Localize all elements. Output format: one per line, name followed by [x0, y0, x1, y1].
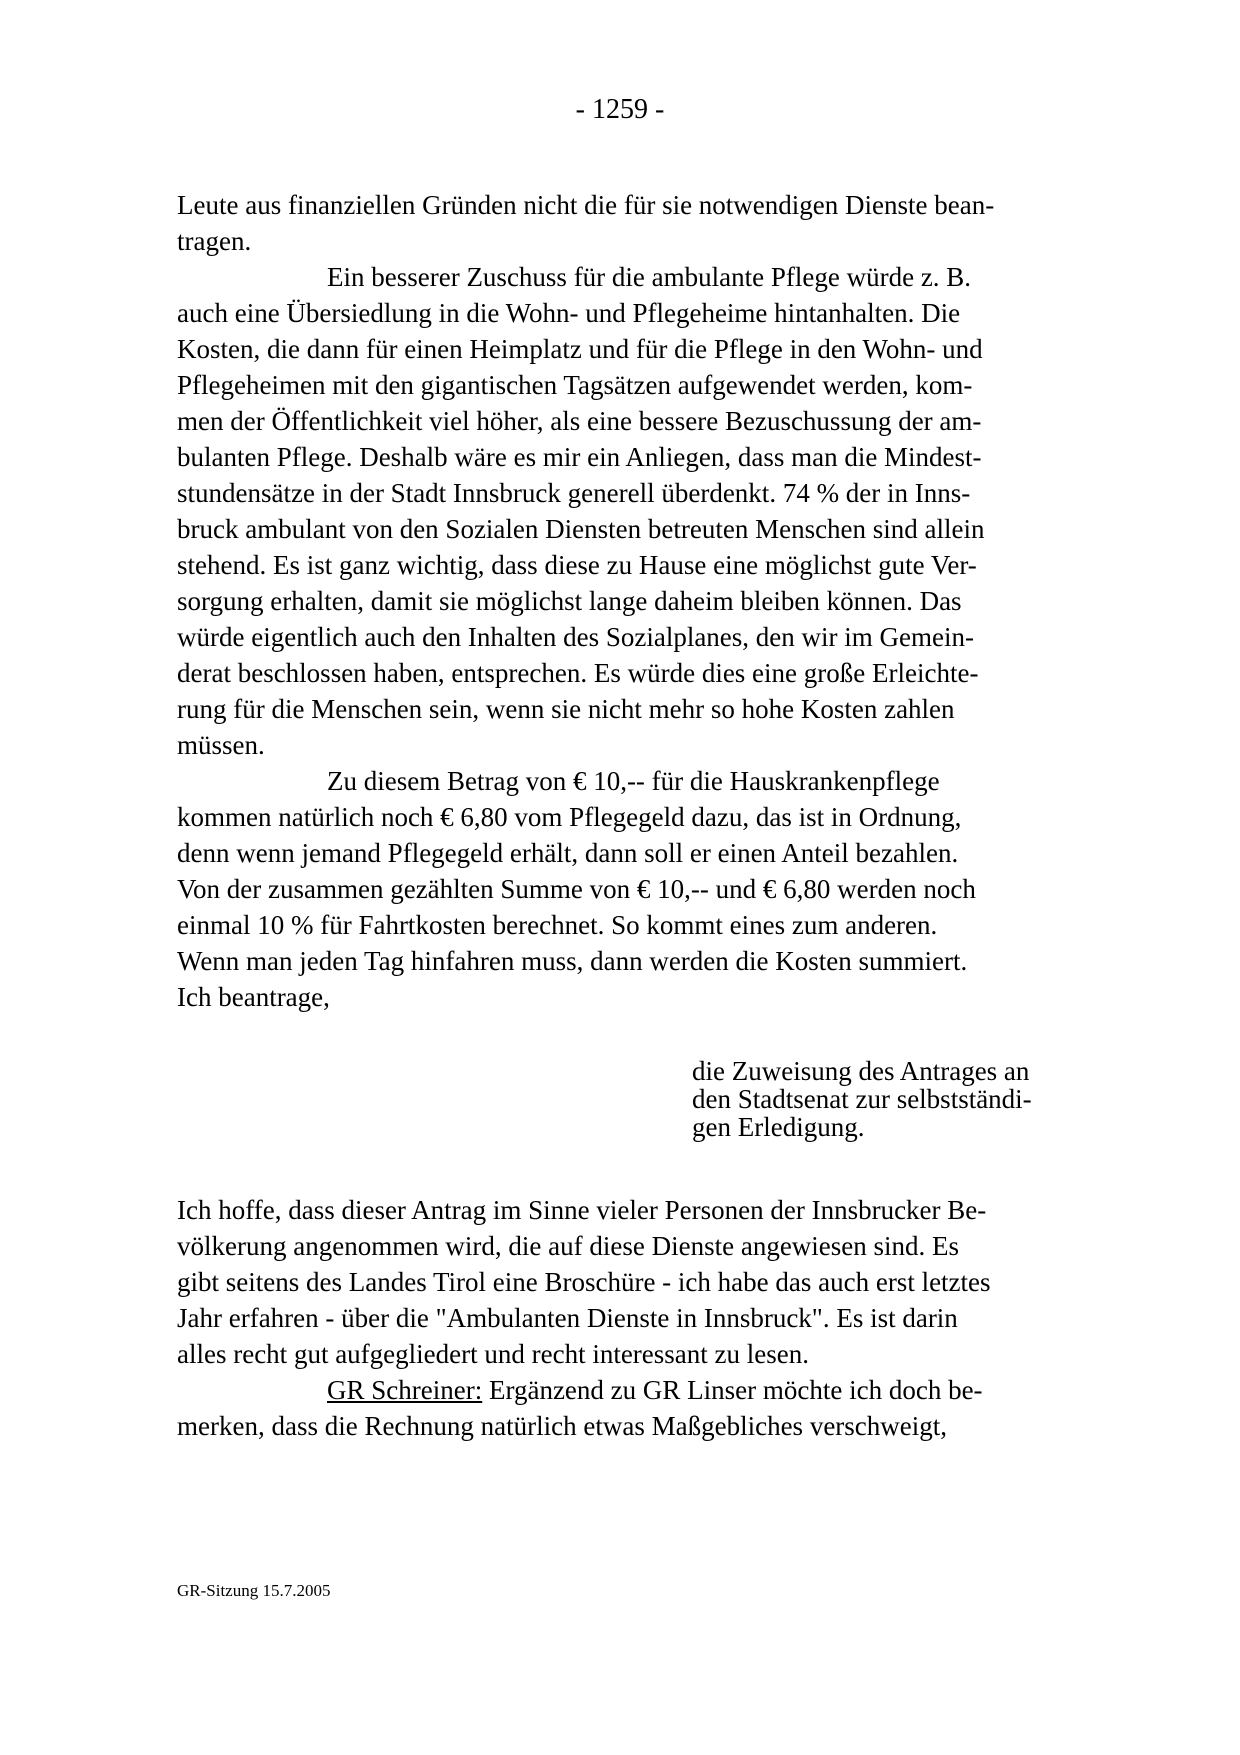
text-line: denn wenn jemand Pflegegeld erhält, dann soll er einen Anteil bezahlen. — [177, 838, 959, 868]
text-line: Ich hoffe, dass dieser Antrag im Sinne vieler Personen der Innsbrucker Be- — [177, 1195, 987, 1225]
motion-line: den Stadtsenat zur selbstständi- — [692, 1084, 1032, 1114]
text-line: tragen. — [177, 226, 252, 256]
text-line: gibt seitens des Landes Tirol eine Broschüre - ich habe das auch erst letztes — [177, 1267, 991, 1297]
text-line: stehend. Es ist ganz wichtig, dass diese zu Hause eine möglichst gute Ver- — [177, 550, 977, 580]
motion-line: gen Erledigung. — [692, 1112, 865, 1142]
text-line: Ein besserer Zuschuss für die ambulante Pflege würde z. B. — [327, 262, 972, 292]
motion-line: die Zuweisung des Antrages an — [692, 1056, 1030, 1086]
text-line: müssen. — [177, 730, 265, 760]
text-line: stundensätze in der Stadt Innsbruck generell überdenkt. 74 % der in Inns- — [177, 478, 971, 508]
text-line: Leute aus finanziellen Gründen nicht die für sie notwendigen Dienste bean- — [177, 190, 995, 220]
text-line: völkerung angenommen wird, die auf diese Dienste angewiesen sind. Es — [177, 1231, 960, 1261]
text-line: einmal 10 % für Fahrtkosten berechnet. So kommt eines zum anderen. — [177, 910, 938, 940]
text-line: bulanten Pflege. Deshalb wäre es mir ein Anliegen, dass man die Mindest- — [177, 442, 982, 472]
text-line: Ich beantrage, — [177, 982, 330, 1012]
text-line: derat beschlossen haben, entsprechen. Es würde dies eine große Erleichte- — [177, 658, 979, 688]
text-line: würde eigentlich auch den Inhalten des Sozialplanes, den wir im Gemein- — [177, 622, 974, 652]
text-line: auch eine Übersiedlung in die Wohn- und Pflegeheime hintanhalten. Die — [177, 298, 961, 328]
text-line: men der Öffentlichkeit viel höher, als eine bessere Bezuschussung der am- — [177, 406, 982, 436]
speaker-name: GR Schreiner: — [327, 1375, 483, 1405]
text-line: kommen natürlich noch € 6,80 vom Pflegegeld dazu, das ist in Ordnung, — [177, 802, 962, 832]
footer-session-date: GR-Sitzung 15.7.2005 — [177, 1581, 331, 1600]
page-number: - 1259 - — [575, 94, 665, 125]
text-line: Wenn man jeden Tag hinfahren muss, dann werden die Kosten summiert. — [177, 946, 968, 976]
text-line: Jahr erfahren - über die "Ambulanten Dienste in Innsbruck". Es ist darin — [177, 1303, 958, 1333]
text-line: rung für die Menschen sein, wenn sie nicht mehr so hohe Kosten zahlen — [177, 694, 955, 724]
speaker-text: Ergänzend zu GR Linser möchte ich doch be- — [482, 1375, 983, 1405]
text-line: alles recht gut aufgegliedert und recht interessant zu lesen. — [177, 1339, 809, 1369]
text-line: merken, dass die Rechnung natürlich etwas Maßgebliches verschweigt, — [177, 1411, 948, 1441]
text-line: Kosten, die dann für einen Heimplatz und für die Pflege in den Wohn- und — [177, 334, 983, 364]
text-line: bruck ambulant von den Sozialen Diensten betreuten Menschen sind allein — [177, 514, 985, 544]
text-line: Zu diesem Betrag von € 10,-- für die Hauskrankenpflege — [327, 766, 940, 796]
speaker-line — [327, 1372, 983, 1408]
text-line: Pflegeheimen mit den gigantischen Tagsätzen aufgewendet werden, kom- — [177, 370, 973, 400]
text-line: Von der zusammen gezählten Summe von € 10,-- und € 6,80 werden noch — [177, 874, 976, 904]
text-line: sorgung erhalten, damit sie möglichst lange daheim bleiben können. Das — [177, 586, 962, 616]
